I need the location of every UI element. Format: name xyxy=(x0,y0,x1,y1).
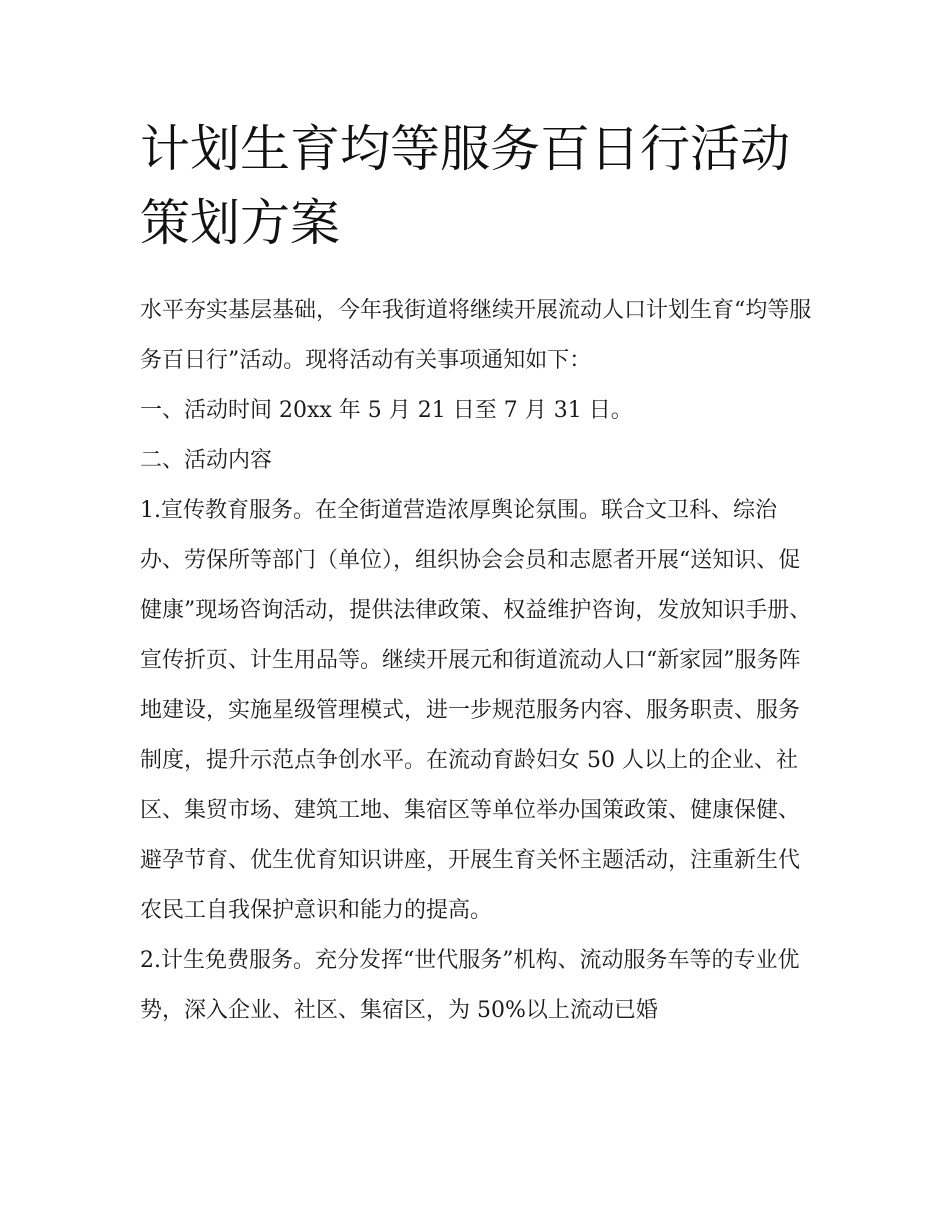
document-title: 计划生育均等服务百日行活动策划方案 xyxy=(140,120,790,252)
paragraph-intro: 水平夯实基层基础，今年我街道将继续开展流动人口计划生育“均等服务百日行”活动。现将活动有关事项通知如下： xyxy=(140,298,812,373)
paragraph-free-service: 2.计生免费服务。充分发挥“世代服务”机构、流动服务车等的专业优势，深入企业、社区、集宿区，为 50%以上流动已婚 xyxy=(140,948,800,1023)
paragraph-education-service: 1.宣传教育服务。在全街道营造浓厚舆论氛围。联合文卫科、综治办、劳保所等部门（单位），组织协会会员和志愿者开展“送知识、促健康”现场咨询活动，提供法律政策、权益维护咨询，发放知识手册、宣传折页、计生用品等。继续开展元和街道流动人口“新家园”服务阵地建设，实施星级管理模式，进一步规范服务内容、服务职责、服务制度，提升示范点争创水平。在流动育龄妇女 50 人以上的企业、社区、集贸市场、建筑工地、集宿区等单位举办国策政策、健康保健、避孕节育、优生优育知识讲座，开展生育关怀主题活动，注重新生代农民工自我保护意识和能力的提高。 xyxy=(140,498,812,923)
document-content xyxy=(140,112,812,1036)
paragraph-activity-content-heading: 二、活动内容 xyxy=(140,448,273,473)
paragraph-activity-time: 一、活动时间 20xx 年 5 月 21 日至 7 月 31 日。 xyxy=(140,398,633,423)
document-body xyxy=(140,286,812,1036)
